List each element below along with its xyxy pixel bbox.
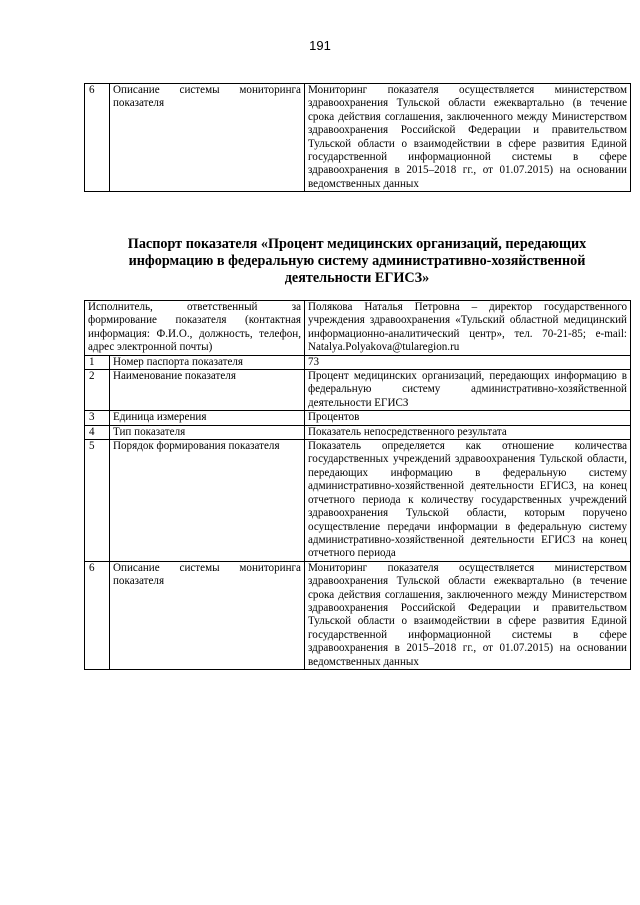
row-number: 3 xyxy=(85,411,110,425)
row-value: Процент медицинских организаций, передающих информацию в федеральную систему административно-хозяйственной деятельности ЕГИСЗ xyxy=(305,370,631,411)
row-value: Мониторинг показателя осуществляется министерством здравоохранения Тульской области ежеквартально (в течение срока действия соглашения, заключенного между Министерством здравоохранения Российской Федерации и правительством Тульской области о взаимодействии в сфере развития Единой государственной информационной системы в сфере здравоохранения в 2015–2018 гг., от 01.07.2015) на основании ведомственных данных xyxy=(305,84,631,192)
executor-value: Полякова Наталья Петровна – директор государственного учреждения здравоохранения «Тульский областной медицинский информационно-аналитический центр», тел. 70-21-85; e-mail: Natalya.Polyakova@tularegion.ru xyxy=(305,301,631,356)
row-number: 5 xyxy=(85,440,110,562)
table-row xyxy=(85,411,631,425)
row-label: Номер паспорта показателя xyxy=(110,355,305,369)
row-value: 73 xyxy=(305,355,631,369)
row-number: 6 xyxy=(85,84,110,192)
passport-title: Паспорт показателя «Процент медицинских организаций, передающих информацию в федеральную систему административно-хозяйственной деятельности ЕГИСЗ» xyxy=(127,236,587,286)
row-value: Мониторинг показателя осуществляется министерством здравоохранения Тульской области ежеквартально (в течение срока действия соглашения, заключенного между Министерством здравоохранения Российской Федерации и правительством Тульской области о взаимодействии в сфере развития Единой государственной информационной системы в сфере здравоохранения в 2015–2018 гг., от 01.07.2015) на основании ведомственных данных xyxy=(305,561,631,669)
row-number: 6 xyxy=(85,561,110,669)
row-label: Тип показателя xyxy=(110,425,305,439)
passport-table xyxy=(84,300,631,670)
continuation-table xyxy=(84,83,631,192)
row-label: Описание системы мониторинга показателя xyxy=(110,84,305,192)
row-number: 2 xyxy=(85,370,110,411)
row-value: Процентов xyxy=(305,411,631,425)
executor-label: Исполнитель, ответственный за формирование показателя (контактная информация: Ф.И.О., должность, телефон, адрес электронной почты) xyxy=(85,301,305,356)
row-label: Единица измерения xyxy=(110,411,305,425)
table-row xyxy=(85,370,631,411)
row-value: Показатель непосредственного результата xyxy=(305,425,631,439)
table-row xyxy=(85,561,631,669)
row-label: Порядок формирования показателя xyxy=(110,440,305,562)
table-row xyxy=(85,84,631,192)
row-label: Описание системы мониторинга показателя xyxy=(110,561,305,669)
row-number: 1 xyxy=(85,355,110,369)
row-label: Наименование показателя xyxy=(110,370,305,411)
row-number: 4 xyxy=(85,425,110,439)
table-row xyxy=(85,440,631,562)
page-number: 191 xyxy=(309,38,331,53)
table-row xyxy=(85,355,631,369)
executor-row xyxy=(85,301,631,356)
row-value: Показатель определяется как отношение количества государственных учреждений здравоохранения Тульской области, передающих информацию в федеральную систему административно-хозяйственной деятельности ЕГИСЗ, на конец отчетного периода к количеству государственных учреждений здравоохранения Тульской области, которым поручено осуществление передачи информации в федеральную систему административно-хозяйственной деятельности ЕГИСЗ на конец отчетного периода xyxy=(305,440,631,562)
table-row xyxy=(85,425,631,439)
